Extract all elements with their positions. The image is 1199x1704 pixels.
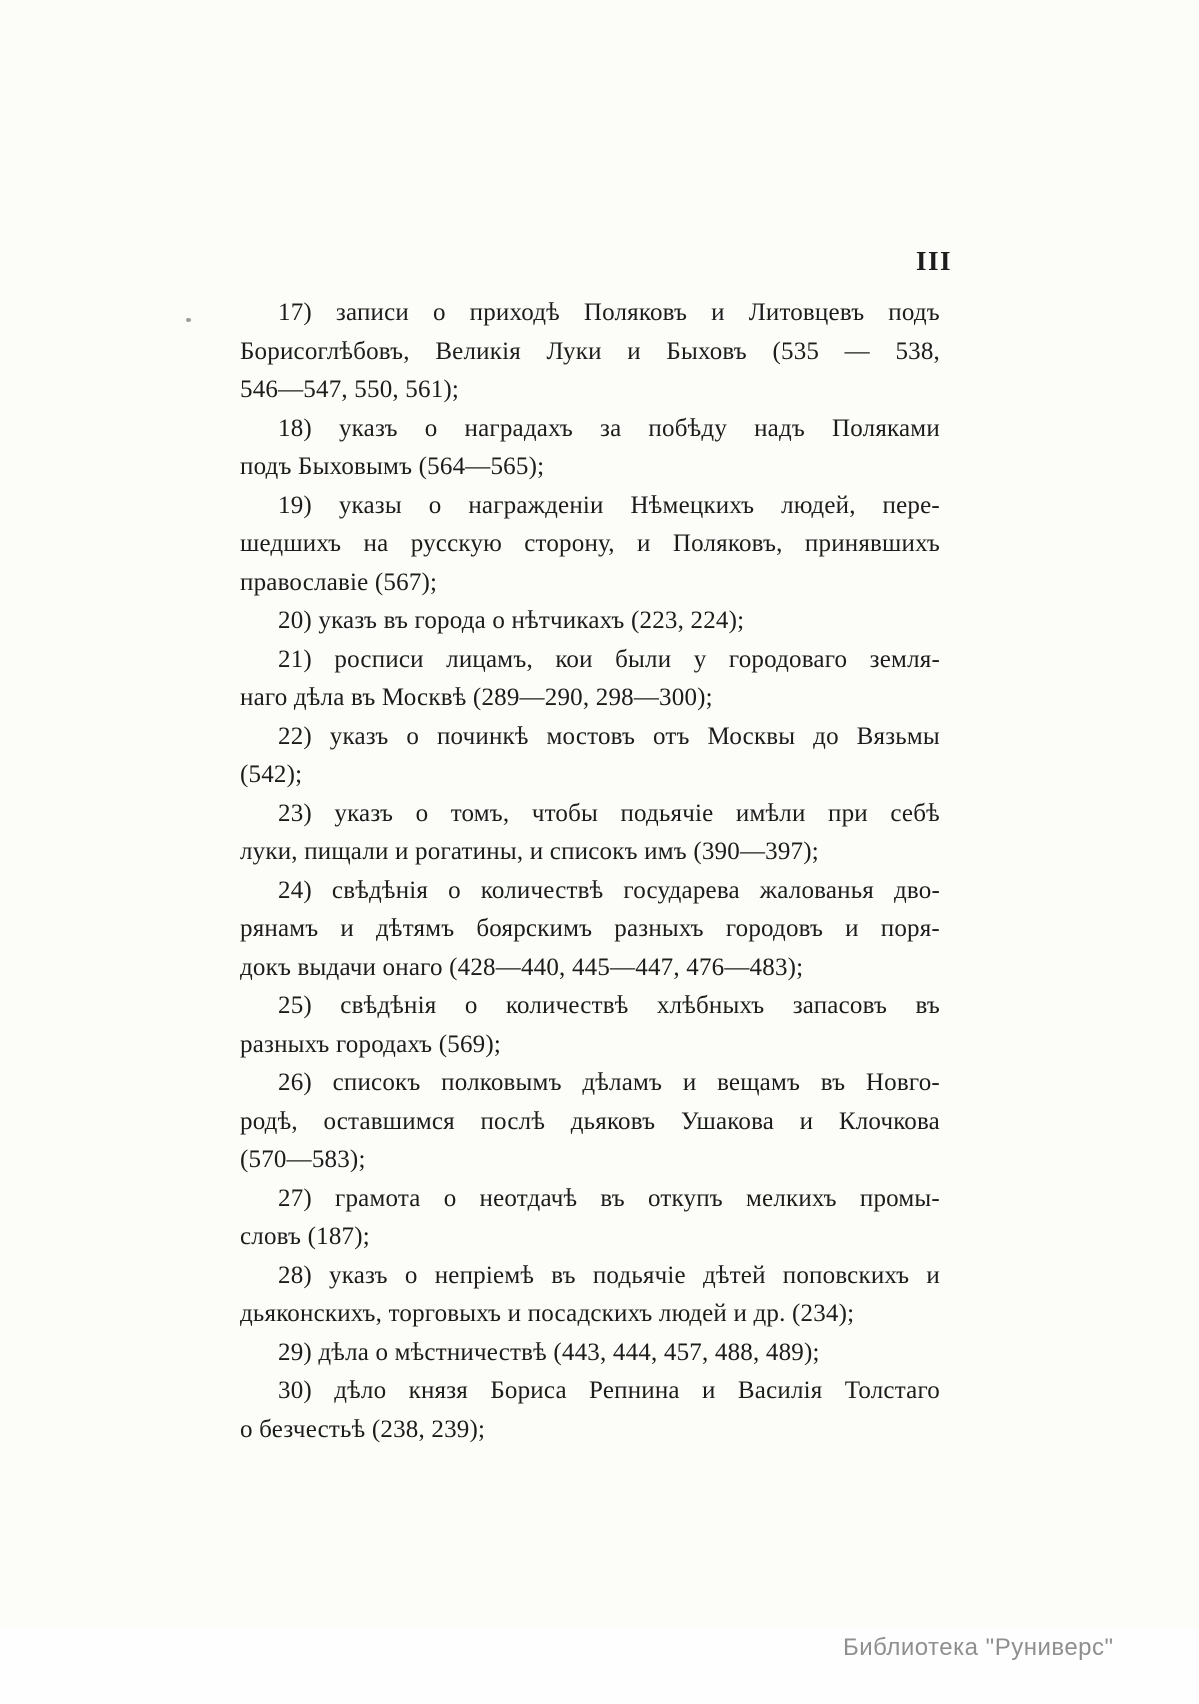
word: Василія <box>737 1377 823 1404</box>
text-line: докъ выдачи онаго (428—440, 445—447, 476—483); <box>240 953 804 981</box>
word: 25) <box>278 992 312 1019</box>
word: у <box>693 645 707 673</box>
word: людей, <box>781 491 856 519</box>
word: государева <box>623 876 740 904</box>
word: 22) <box>278 722 312 750</box>
word: и <box>682 1069 697 1096</box>
word: 18) <box>278 414 312 442</box>
text-line <box>240 1372 940 1411</box>
word: свѣдѣнія <box>331 876 429 904</box>
word: и <box>926 1261 940 1289</box>
word: Быховъ <box>666 337 747 365</box>
text-line: (542); <box>240 761 303 788</box>
word: жалованья <box>759 876 875 904</box>
word: и <box>845 915 859 942</box>
text-line <box>240 294 940 333</box>
text-line: разныхъ городахъ (569); <box>240 1030 502 1058</box>
text-line: о безчестьѣ (238, 239); <box>240 1415 486 1443</box>
list-item <box>240 410 940 487</box>
word: были <box>615 645 672 673</box>
list-item <box>240 1064 940 1180</box>
word: въ <box>600 1184 625 1212</box>
text-line <box>240 1180 940 1219</box>
text-line <box>240 525 940 564</box>
list-item <box>240 718 940 795</box>
text-line <box>240 410 940 449</box>
list-item <box>240 294 940 410</box>
text-line: словъ (187); <box>240 1223 370 1250</box>
word: Великія <box>435 337 521 365</box>
word: о <box>428 491 442 519</box>
word: разныхъ <box>614 915 704 942</box>
word: и <box>627 337 641 365</box>
text-line <box>240 718 940 757</box>
word: кои <box>555 645 593 673</box>
text-line <box>240 987 940 1026</box>
word: Новго- <box>865 1069 940 1096</box>
word: запасовъ <box>792 992 888 1019</box>
word: дѣло <box>334 1377 387 1404</box>
list-item <box>240 1372 940 1449</box>
text-line <box>240 1257 940 1296</box>
word: сторону, <box>524 530 615 557</box>
text-line: 546—547, 550, 561); <box>240 376 460 403</box>
text-line <box>240 641 940 680</box>
word: Репнина <box>589 1377 680 1404</box>
word: Бориса <box>490 1377 567 1404</box>
index-list <box>240 294 940 1449</box>
word: послѣ <box>480 1107 546 1135</box>
word: боярскимъ <box>476 915 593 942</box>
word: количествѣ <box>480 876 604 904</box>
word: подьячіе <box>592 1261 686 1289</box>
word: Толстаго <box>844 1377 940 1404</box>
word: о <box>424 414 438 442</box>
text-line: православіе (567); <box>240 568 438 596</box>
word: о <box>443 1184 457 1212</box>
word: дьяковъ <box>570 1107 656 1135</box>
word: Борисоглѣбовъ, <box>240 337 410 365</box>
word: и <box>702 1377 716 1404</box>
word: дѣтямъ <box>376 915 455 942</box>
word: дѣтей <box>702 1261 766 1289</box>
word: списокъ <box>332 1069 421 1096</box>
word: 24) <box>278 876 312 904</box>
text-line <box>240 487 940 526</box>
text-line: наго дѣла въ Москвѣ (289—290, 298—300); <box>240 684 713 711</box>
word: Ушакова <box>680 1107 775 1135</box>
word: оставшимся <box>323 1107 455 1135</box>
word: русскую <box>410 530 502 557</box>
text-line <box>240 795 940 834</box>
word: подьячіе <box>620 799 714 827</box>
text-line <box>240 910 940 949</box>
page-number: III <box>916 246 953 276</box>
word: о <box>406 722 420 750</box>
word: грамота <box>335 1184 421 1212</box>
text-line <box>240 872 940 911</box>
word: отъ <box>653 722 690 750</box>
word: и <box>799 1107 814 1135</box>
text-line <box>240 333 940 372</box>
word: дѣламъ <box>582 1069 663 1096</box>
word: 30) <box>278 1377 312 1404</box>
word: лицамъ, <box>446 645 533 673</box>
text-line <box>240 1103 940 1142</box>
list-item <box>240 487 940 603</box>
list-item <box>240 795 940 872</box>
word: себѣ <box>890 799 940 827</box>
word: и <box>636 530 651 557</box>
word: до <box>813 722 839 750</box>
word: въ <box>915 992 940 1019</box>
word: родѣ, <box>240 1107 298 1135</box>
word: промы- <box>859 1184 940 1212</box>
word: починкѣ <box>436 722 529 750</box>
word: — <box>844 337 870 365</box>
word: мелкихъ <box>746 1184 837 1212</box>
list-item <box>240 1257 940 1334</box>
word: Клочкова <box>838 1107 940 1135</box>
word: городоваго <box>728 645 848 673</box>
word: Поляковъ <box>583 299 688 326</box>
word: откупъ <box>648 1184 723 1212</box>
word: указъ <box>334 799 394 827</box>
word: шедшихъ <box>240 530 342 557</box>
word: надъ <box>754 414 805 442</box>
word: и <box>711 299 725 326</box>
word: принявшихъ <box>804 530 940 557</box>
word: награжденіи <box>468 491 604 519</box>
word: 19) <box>278 491 312 519</box>
word: 23) <box>278 799 312 827</box>
word: 17) <box>278 299 312 326</box>
word: указъ <box>329 722 389 750</box>
text-line: 20) указъ въ города о нѣтчикахъ (223, 224); <box>278 607 745 634</box>
word: Поляковъ, <box>672 530 783 557</box>
word: имѣли <box>735 799 806 827</box>
word: на <box>363 530 389 557</box>
word: хлѣбныхъ <box>656 992 765 1019</box>
word: пере- <box>882 491 940 519</box>
word: 28) <box>278 1261 312 1289</box>
word: полковымъ <box>441 1069 562 1096</box>
word: вещамъ <box>717 1069 801 1096</box>
text-line <box>240 1064 940 1103</box>
word: поря- <box>880 915 940 942</box>
word: Москвы <box>707 722 796 750</box>
word: росписи <box>334 645 424 673</box>
word: свѣдѣнія <box>340 992 437 1019</box>
word: томъ, <box>450 799 510 827</box>
watermark: Библиотека "Руниверс" <box>843 1634 1114 1661</box>
word: въ <box>551 1261 576 1289</box>
list-item <box>240 1334 940 1373</box>
word: указы <box>338 491 402 519</box>
list-item <box>240 641 940 718</box>
list-item <box>240 602 940 641</box>
word: Вязьмы <box>856 722 940 750</box>
word: князя <box>408 1377 469 1404</box>
word: Поляками <box>832 414 940 442</box>
word: въ <box>820 1069 846 1096</box>
word: дво- <box>894 876 940 904</box>
word: при <box>828 799 868 827</box>
word: записи <box>335 299 409 326</box>
list-item <box>240 872 940 988</box>
word: наградахъ <box>464 414 573 442</box>
word: о <box>448 876 461 904</box>
word: мостовъ <box>546 722 636 750</box>
word: земля- <box>869 645 940 673</box>
word: поповскихъ <box>782 1261 910 1289</box>
word: Нѣмецкихъ <box>630 491 755 519</box>
list-item <box>240 987 940 1064</box>
word: количествѣ <box>505 992 629 1019</box>
list-item <box>240 1180 940 1257</box>
word: приходѣ <box>469 299 560 326</box>
word: 27) <box>278 1184 312 1212</box>
word: 26) <box>278 1069 312 1096</box>
word: неотдачѣ <box>479 1184 578 1212</box>
word: городовъ <box>725 915 824 942</box>
word: Литовцевъ <box>748 299 865 326</box>
word: о <box>432 299 446 326</box>
word: о <box>415 799 429 827</box>
scan-speck <box>186 318 191 322</box>
word: (535 <box>772 337 820 365</box>
word: Луки <box>546 337 602 365</box>
text-line: дьяконскихъ, торговыхъ и посадскихъ людей и др. (234); <box>240 1300 855 1327</box>
word: 538, <box>895 337 940 365</box>
word: подъ <box>888 299 940 326</box>
word: указъ <box>338 414 398 442</box>
word: непріемѣ <box>434 1261 535 1289</box>
word: чтобы <box>531 799 599 827</box>
word: о <box>404 1261 418 1289</box>
text-line: подъ Быховымъ (564—565); <box>240 453 545 480</box>
word: рянамъ <box>240 915 319 942</box>
word: о <box>464 992 478 1019</box>
word: побѣду <box>648 414 728 442</box>
text-line: луки, пищали и рогатины, и списокъ имъ (390—397); <box>240 838 819 865</box>
word: указъ <box>329 1261 388 1289</box>
word: 21) <box>278 645 312 673</box>
word: и <box>340 915 355 942</box>
text-line: 29) дѣла о мѣстничествѣ (443, 444, 457, 488, 489); <box>278 1338 820 1366</box>
word: за <box>600 414 622 442</box>
text-line: (570—583); <box>240 1146 366 1173</box>
